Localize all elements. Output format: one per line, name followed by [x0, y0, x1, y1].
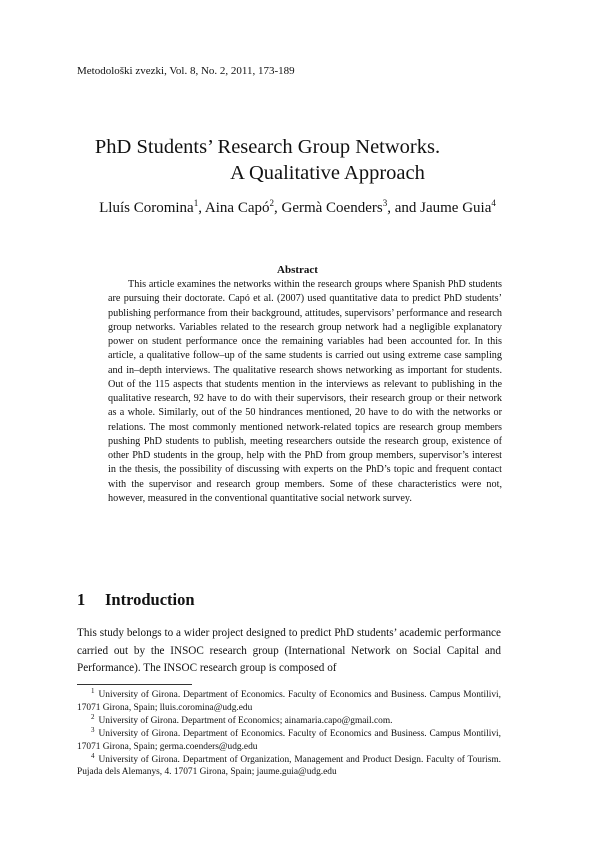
author-separator: ,: [198, 200, 205, 216]
footnote-text: University of Girona. Department of Organization, Management and Product Design. Faculty of Tourism. Pujada dels Alemanys, 4. 17071 Girona, Spain; jaume.guia@udg.edu: [77, 754, 501, 778]
footnote: [77, 712, 501, 728]
author-name: Germà Coenders: [281, 200, 383, 216]
author-separator: , and: [387, 200, 421, 216]
running-head: Metodološki zvezki, Vol. 8, No. 2, 2011, 173-189: [77, 65, 295, 77]
footnote: [77, 725, 501, 754]
author: [420, 200, 496, 216]
title-line-2: A Qualitative Approach: [230, 162, 425, 184]
intro-paragraph: This study belongs to a wider project designed to predict PhD students’ academic performance carried out by the INSOC research group (International Network on Social Capital and Performance). The INSOC research group is composed of: [77, 627, 501, 674]
footnote-mark: 1: [91, 687, 95, 695]
footnote: [77, 751, 501, 780]
footnote: [77, 689, 501, 715]
footnote-mark: 4: [91, 751, 95, 760]
author: [281, 200, 387, 216]
author: [205, 200, 274, 216]
author: [99, 200, 198, 216]
footnote-mark: 3: [91, 725, 95, 734]
author-footnote-mark: 1: [193, 198, 199, 208]
footnotes: [77, 689, 501, 779]
abstract-heading: Abstract: [277, 264, 318, 276]
author-separator: ,: [273, 200, 282, 216]
section-number: 1: [77, 590, 86, 609]
footnote-text: University of Girona. Department of Economics. Faculty of Economics and Business. Campus Montilivi, 17071 Girona, Spain; germa.coenders@udg.edu: [77, 728, 501, 752]
paper-title: [0, 134, 595, 186]
author-footnote-mark: 3: [382, 198, 388, 208]
footnote-mark: 2: [91, 712, 95, 721]
section-title: Introduction: [105, 590, 195, 609]
footnote-divider: [77, 684, 192, 685]
abstract-body: This article examines the networks within the research groups where Spanish PhD students are pursuing their doctorate. Capó et al. (2007) used quantitative data to predict PhD students’ publishing performance from their background, attitudes, supervisors’ performance and research group networks. Variables related to the research group network had a negligible explanatory power on student performance once the remaining variables had been accounted for. In this article, a qualitative follow–up of the same students is carried out using extreme case sampling and in–depth interviews. The qualitative research shows networking as important for students. Out of the 115 aspects that students mention in the interviews as relevant to publishing in the qualitative research, 92 have to do with their supervisors, their research group or their network as a whole. Similarly, out of the 50 hindrances mentioned, 20 have to do with the networks or relations. The most commonly mentioned network-related topics are research group members pushing PhD students to publish, meeting researchers outside the research group, existence of other PhD students in the group, help with the PhD from group members, supervisor’s interest in the thesis, the possibility of discussing with experts on the PhD’s topic and frequent contact with the supervisor and research group members. Some of these characteristics were not, however, measured in the conventional quantitative social network survey.: [108, 279, 502, 504]
title-line-1: PhD Students’ Research Group Networks.: [94, 136, 441, 158]
author-name: Jaume Guia: [420, 200, 492, 216]
author-list: [0, 200, 595, 217]
author-name: Aina Capó: [204, 200, 270, 216]
section-heading: [77, 590, 195, 610]
footnote-text: University of Girona. Department of Economics; ainamaria.capo@gmail.com.: [98, 715, 393, 726]
author-footnote-mark: 4: [491, 198, 496, 208]
author-name: Lluís Coromina: [99, 200, 194, 216]
author-footnote-mark: 2: [269, 198, 274, 208]
footnote-text: University of Girona. Department of Economics. Faculty of Economics and Business. Campus Montilivi, 17071 Girona, Spain; lluis.coromina@udg.edu: [77, 690, 501, 713]
